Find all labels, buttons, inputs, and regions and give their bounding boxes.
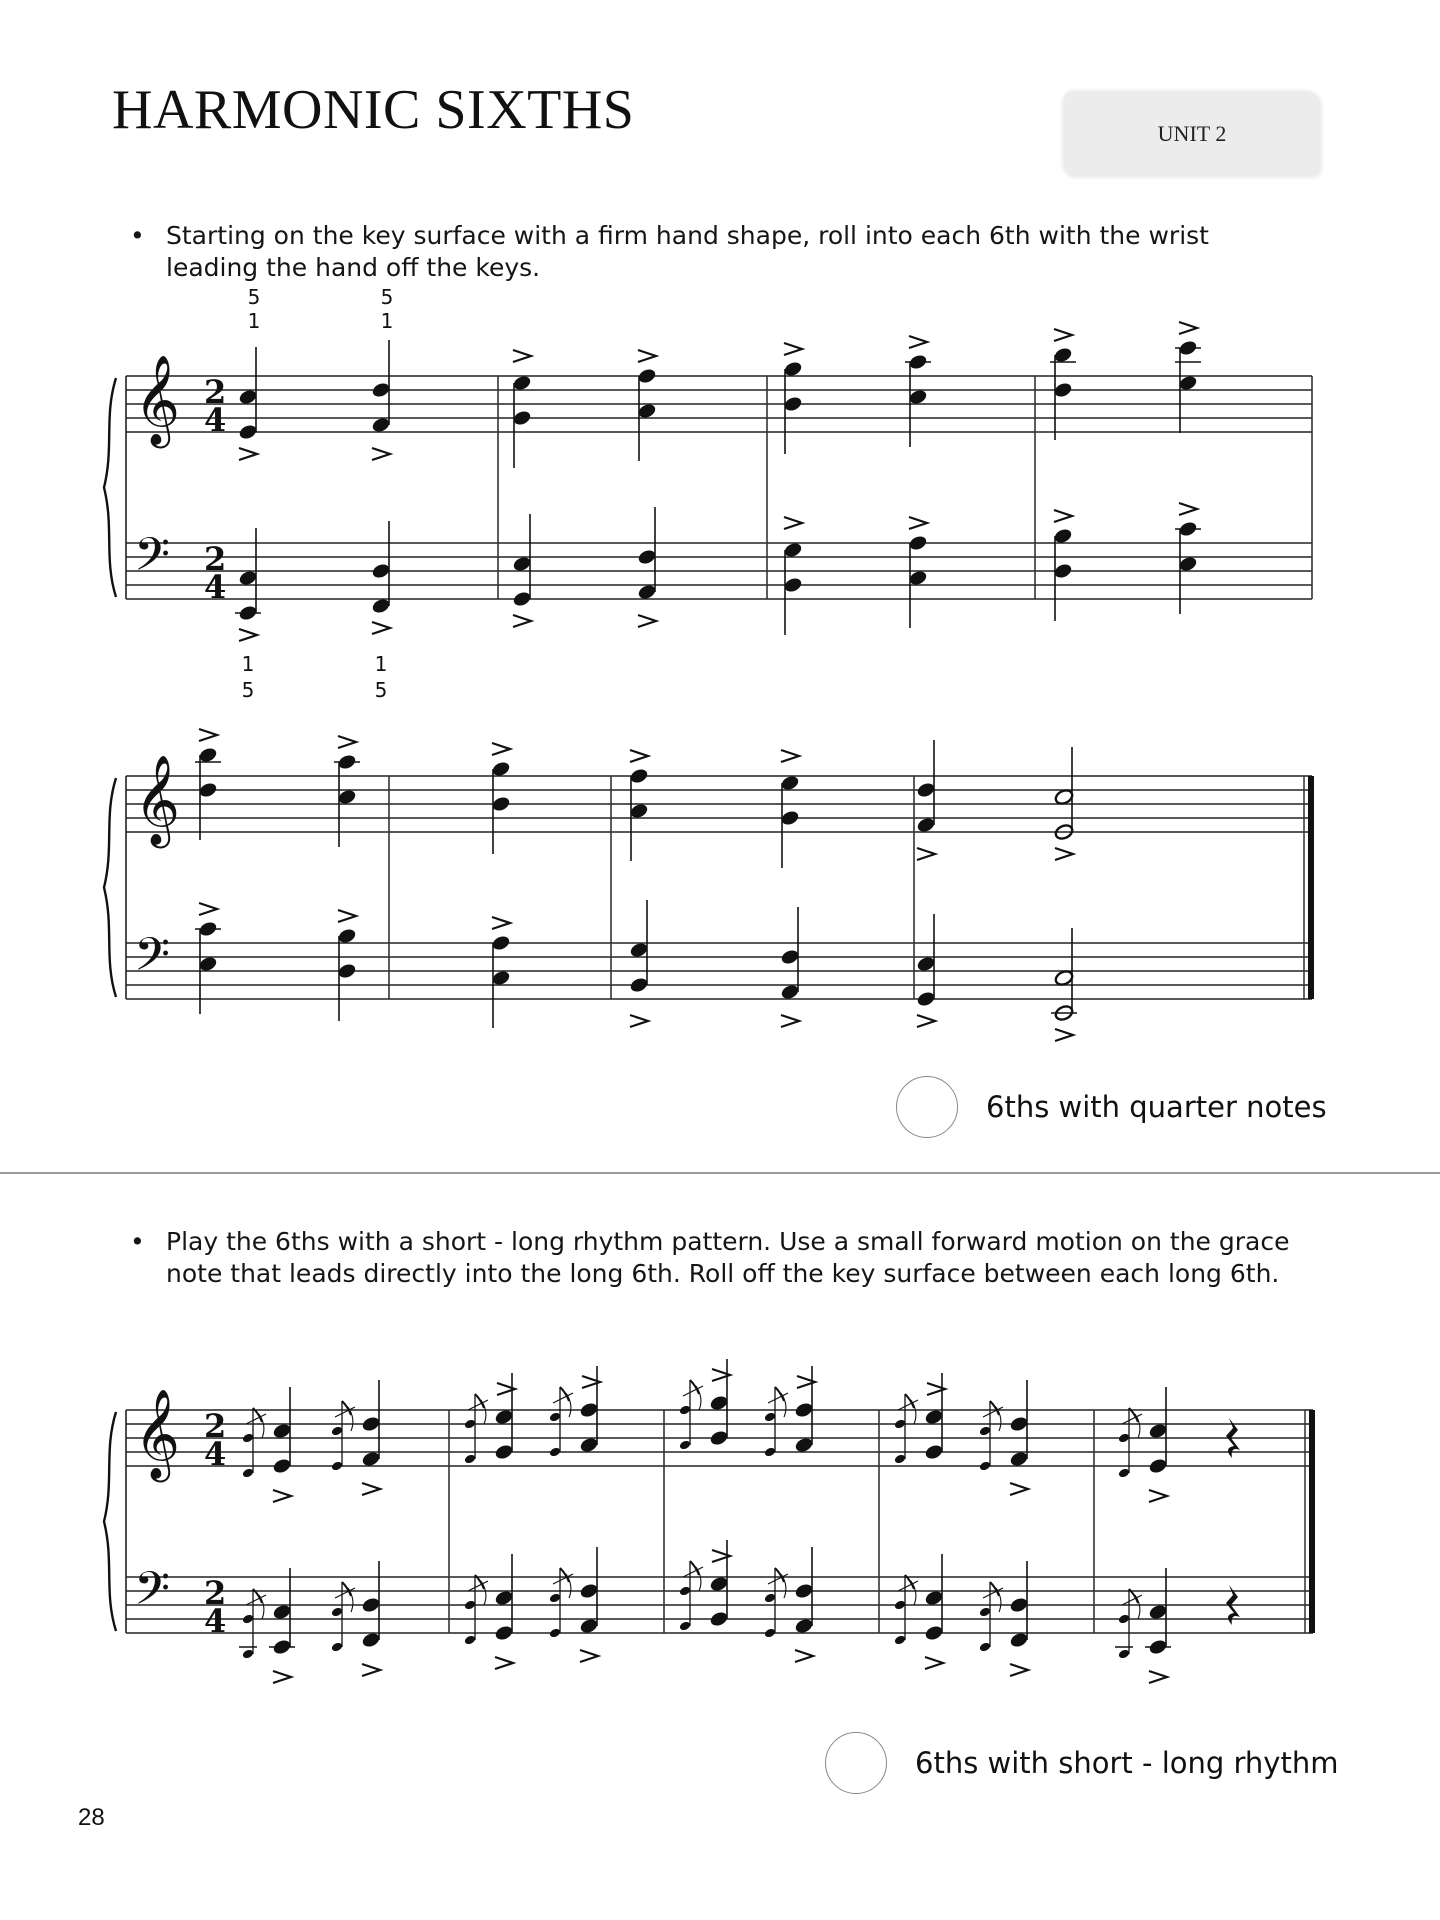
brace-icon bbox=[104, 778, 116, 997]
checkbox-label: 6ths with short - long rhythm bbox=[915, 1746, 1339, 1780]
fingering: 1 bbox=[380, 309, 394, 333]
time-signature-top: 2 bbox=[204, 373, 227, 411]
final-barline-thick bbox=[1308, 776, 1314, 999]
accent-icon bbox=[372, 622, 390, 634]
bass-clef-icon: 𝄢 bbox=[134, 928, 171, 993]
accent-icon bbox=[1149, 1671, 1167, 1683]
accent-icon bbox=[1010, 1664, 1028, 1676]
accent-icon bbox=[338, 736, 356, 748]
time-signature-bottom: 4 bbox=[204, 1602, 227, 1640]
time-signature-top: 2 bbox=[204, 1574, 227, 1612]
accent-icon bbox=[362, 1664, 380, 1676]
time-signature-bottom: 4 bbox=[204, 1435, 227, 1473]
page-number: 28 bbox=[78, 1804, 105, 1831]
accent-icon bbox=[273, 1490, 291, 1502]
accent-icon bbox=[199, 903, 217, 915]
unit-badge-label: UNIT 2 bbox=[1157, 121, 1227, 146]
accent-icon bbox=[638, 615, 656, 627]
checkbox-label: 6ths with quarter notes bbox=[986, 1090, 1327, 1124]
bullet-icon: • bbox=[130, 1227, 145, 1256]
bass-clef-icon: 𝄢 bbox=[134, 528, 171, 593]
system-1 bbox=[104, 285, 1312, 702]
accent-icon bbox=[781, 750, 799, 762]
checkbox-quarter-notes[interactable] bbox=[896, 1076, 1327, 1138]
accent-icon bbox=[492, 743, 510, 755]
system-3 bbox=[104, 1359, 1315, 1683]
brace-icon bbox=[104, 1412, 116, 1631]
fingering: 5 bbox=[374, 678, 388, 702]
accent-icon bbox=[273, 1671, 291, 1683]
time-signature-bottom: 4 bbox=[204, 568, 227, 606]
accent-icon bbox=[1179, 503, 1197, 515]
accent-icon bbox=[784, 343, 802, 355]
accent-icon bbox=[338, 910, 356, 922]
accent-icon bbox=[630, 750, 648, 762]
treble-clef-icon: 𝄞 bbox=[134, 755, 181, 845]
accent-icon bbox=[784, 517, 802, 529]
accent-icon bbox=[630, 1015, 648, 1027]
fingering: 1 bbox=[241, 652, 255, 676]
bass-clef-icon: 𝄢 bbox=[134, 1562, 171, 1627]
progress-circle-checkbox[interactable] bbox=[825, 1732, 887, 1794]
accent-icon bbox=[909, 336, 927, 348]
accent-icon bbox=[239, 629, 257, 641]
accent-icon bbox=[580, 1650, 598, 1662]
instruction-2 bbox=[130, 1226, 1290, 1290]
page-title: HARMONIC SIXTHS bbox=[112, 79, 635, 141]
accent-icon bbox=[917, 848, 935, 860]
time-signature-bottom: 4 bbox=[204, 401, 227, 439]
accent-icon bbox=[781, 1015, 799, 1027]
accent-icon bbox=[513, 615, 531, 627]
accent-icon bbox=[239, 448, 257, 460]
accent-icon bbox=[1149, 1490, 1167, 1502]
section-divider bbox=[0, 1172, 1440, 1174]
accent-icon bbox=[638, 350, 656, 362]
accent-icon bbox=[492, 917, 510, 929]
time-signature-top: 2 bbox=[204, 540, 227, 578]
accent-icon bbox=[1179, 322, 1197, 334]
fingering: 5 bbox=[380, 285, 394, 309]
fingering: 1 bbox=[247, 309, 261, 333]
fingering: 1 bbox=[374, 652, 388, 676]
accent-icon bbox=[925, 1657, 943, 1669]
instruction-2-text: Play the 6ths with a short - long rhythm pattern. Use a small forward motion on the grace note that leads directly into the long 6th. Roll off the key surface between each long 6th. bbox=[166, 1227, 1290, 1288]
accent-icon bbox=[495, 1657, 513, 1669]
time-signature-top: 2 bbox=[204, 1407, 227, 1445]
brace-icon bbox=[104, 378, 116, 597]
accent-icon bbox=[1055, 1029, 1073, 1041]
treble-clef-icon: 𝄞 bbox=[134, 355, 181, 445]
instruction-1-text: Starting on the key surface with a firm hand shape, roll into each 6th with the wrist leading the hand off the keys. bbox=[166, 221, 1209, 282]
accent-icon bbox=[795, 1650, 813, 1662]
accent-icon bbox=[1054, 329, 1072, 341]
fingering: 5 bbox=[241, 678, 255, 702]
accent-icon bbox=[513, 350, 531, 362]
accent-icon bbox=[909, 517, 927, 529]
fingering: 5 bbox=[247, 285, 261, 309]
bullet-icon: • bbox=[130, 221, 145, 250]
accent-icon bbox=[917, 1015, 935, 1027]
accent-icon bbox=[1055, 848, 1073, 860]
accent-icon bbox=[362, 1483, 380, 1495]
progress-circle-checkbox[interactable] bbox=[896, 1076, 958, 1138]
treble-clef-icon: 𝄞 bbox=[134, 1389, 181, 1479]
final-barline-thick bbox=[1309, 1410, 1315, 1633]
checkbox-short-long-rhythm[interactable] bbox=[825, 1732, 1338, 1794]
accent-icon bbox=[1010, 1483, 1028, 1495]
system-2 bbox=[104, 729, 1314, 1041]
accent-icon bbox=[372, 448, 390, 460]
accent-icon bbox=[1054, 510, 1072, 522]
accent-icon bbox=[199, 729, 217, 741]
